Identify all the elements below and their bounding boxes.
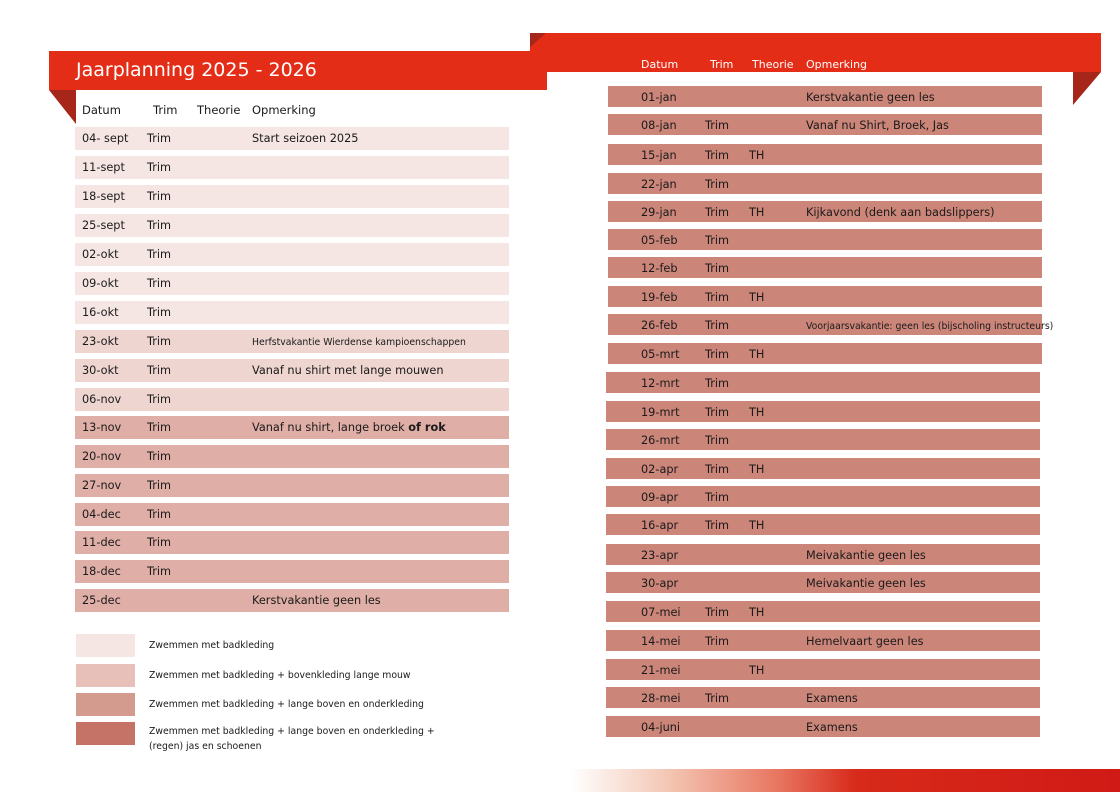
right-header-opmerking: Opmerking — [806, 58, 868, 71]
table-row — [75, 445, 509, 468]
table-row — [606, 630, 1040, 651]
row-trim: Trim — [705, 377, 730, 390]
right-header-theorie: Theorie — [752, 58, 794, 71]
row-opmerking: Voorjaarsvakantie: geen les (bijscholing instructeurs) — [806, 321, 1054, 332]
table-row — [606, 458, 1040, 479]
left-banner-fold — [49, 90, 76, 124]
row-trim: Trim — [705, 262, 730, 275]
table-row — [608, 257, 1042, 278]
legend-label: Zwemmen met badkleding + lange boven en onderkleding + (regen) jas en schoenen — [149, 726, 435, 752]
row-theorie: TH — [749, 348, 765, 361]
row-opmerking: Vanaf nu shirt, lange broek — [252, 421, 409, 434]
table-row — [606, 372, 1040, 393]
row-datum: 16-apr — [641, 519, 679, 532]
row-datum: 09-okt — [82, 277, 119, 290]
row-trim: Trim — [705, 348, 730, 361]
row-opmerking: Kijkavond (denk aan badslippers) — [806, 206, 995, 219]
table-row — [75, 560, 509, 583]
row-datum: 27-nov — [82, 479, 122, 492]
row-trim: Trim — [147, 219, 172, 232]
bottom-decorative-bar — [570, 769, 1120, 792]
row-theorie: TH — [749, 149, 765, 162]
table-row — [75, 156, 509, 179]
row-datum: 12-mrt — [641, 377, 680, 390]
table-row — [606, 514, 1040, 535]
row-datum: 04-juni — [641, 721, 681, 734]
left-header-trim: Trim — [153, 103, 178, 117]
row-datum: 05-mrt — [641, 348, 680, 361]
row-datum: 04- sept — [82, 132, 129, 145]
row-datum: 26-mrt — [641, 434, 680, 447]
row-trim: Trim — [147, 536, 172, 549]
row-datum: 08-jan — [641, 119, 677, 132]
row-datum: 23-apr — [641, 549, 679, 562]
row-opmerking: Vanaf nu shirt met lange mouwen — [252, 364, 444, 377]
row-theorie: TH — [749, 463, 765, 476]
table-row — [75, 589, 509, 612]
row-datum: 20-nov — [82, 450, 122, 463]
row-trim: Trim — [147, 508, 172, 521]
right-header-trim: Trim — [710, 58, 734, 71]
row-datum: 19-feb — [641, 291, 678, 304]
row-datum: 13-nov — [82, 421, 122, 434]
legend-swatch — [76, 664, 135, 687]
row-datum: 30-okt — [82, 364, 119, 377]
row-datum: 02-apr — [641, 463, 679, 476]
row-theorie: TH — [749, 406, 765, 419]
row-opmerking-wrap — [252, 421, 446, 434]
table-row — [606, 544, 1040, 565]
row-datum: 28-mei — [641, 692, 681, 705]
row-datum: 11-dec — [82, 536, 121, 549]
row-trim: Trim — [147, 248, 172, 261]
legend-label: Zwemmen met badkleding + lange boven en onderkleding — [149, 699, 424, 710]
table-row — [75, 214, 509, 237]
table-row — [75, 243, 509, 266]
row-trim: Trim — [705, 178, 730, 191]
table-row — [75, 474, 509, 497]
legend-swatch — [76, 722, 135, 745]
table-row — [75, 127, 509, 150]
row-datum: 15-jan — [641, 149, 677, 162]
row-datum: 25-sept — [82, 219, 125, 232]
row-opmerking: Meivakantie geen les — [806, 577, 926, 590]
table-row — [75, 185, 509, 208]
row-opmerking: Kerstvakantie geen les — [806, 91, 935, 104]
row-trim: Trim — [705, 206, 730, 219]
row-datum: 23-okt — [82, 335, 119, 348]
table-row — [608, 86, 1042, 107]
row-trim: Trim — [147, 277, 172, 290]
legend-swatch — [76, 693, 135, 716]
row-theorie: TH — [749, 206, 765, 219]
left-header-opmerking: Opmerking — [252, 103, 316, 117]
row-theorie: TH — [749, 606, 765, 619]
row-trim: Trim — [147, 450, 172, 463]
row-opmerking: Kerstvakantie geen les — [252, 594, 381, 607]
row-trim: Trim — [705, 635, 730, 648]
table-row — [606, 601, 1040, 622]
row-trim: Trim — [705, 491, 730, 504]
table-row — [606, 401, 1040, 422]
table-row — [606, 716, 1040, 737]
row-datum: 29-jan — [641, 206, 677, 219]
row-theorie: TH — [749, 291, 765, 304]
row-theorie: TH — [749, 664, 765, 677]
row-datum: 18-dec — [82, 565, 121, 578]
table-row — [608, 114, 1042, 135]
row-trim: Trim — [147, 306, 172, 319]
table-row — [606, 429, 1040, 450]
row-datum: 16-okt — [82, 306, 119, 319]
left-header-datum: Datum — [82, 103, 121, 117]
row-trim: Trim — [147, 132, 172, 145]
row-opmerking: Examens — [806, 692, 858, 705]
row-datum: 19-mrt — [641, 406, 680, 419]
row-datum: 06-nov — [82, 393, 122, 406]
table-row — [75, 272, 509, 295]
row-trim: Trim — [705, 519, 730, 532]
table-row — [75, 531, 509, 554]
row-trim: Trim — [147, 161, 172, 174]
page-title: Jaarplanning 2025 - 2026 — [76, 59, 317, 81]
row-opmerking-emphasis: of rok — [408, 421, 446, 434]
left-header-theorie: Theorie — [197, 103, 241, 117]
row-trim: Trim — [705, 319, 730, 332]
row-trim: Trim — [705, 463, 730, 476]
row-datum: 22-jan — [641, 178, 677, 191]
row-datum: 04-dec — [82, 508, 121, 521]
row-datum: 05-feb — [641, 234, 678, 247]
table-row — [75, 503, 509, 526]
row-datum: 26-feb — [641, 319, 678, 332]
row-trim: Trim — [147, 335, 172, 348]
table-row — [75, 301, 509, 324]
table-row — [608, 229, 1042, 250]
row-trim: Trim — [705, 606, 730, 619]
row-trim: Trim — [705, 119, 730, 132]
table-row — [606, 572, 1040, 593]
row-opmerking: Start seizoen 2025 — [252, 132, 359, 145]
row-opmerking: Examens — [806, 721, 858, 734]
row-trim: Trim — [147, 565, 172, 578]
row-opmerking: Vanaf nu Shirt, Broek, Jas — [806, 119, 949, 132]
row-trim: Trim — [705, 291, 730, 304]
row-theorie: TH — [749, 519, 765, 532]
row-trim: Trim — [705, 434, 730, 447]
right-header-datum: Datum — [641, 58, 679, 71]
table-row — [606, 486, 1040, 507]
table-row — [608, 201, 1042, 222]
row-datum: 30-apr — [641, 577, 679, 590]
row-datum: 01-jan — [641, 91, 677, 104]
row-trim: Trim — [147, 190, 172, 203]
row-opmerking: Meivakantie geen les — [806, 549, 926, 562]
legend-label: Zwemmen met badkleding + bovenkleding lange mouw — [149, 670, 411, 681]
row-trim: Trim — [147, 421, 172, 434]
table-row — [75, 416, 509, 439]
row-trim: Trim — [147, 364, 172, 377]
table-row — [608, 314, 1054, 335]
table-row — [608, 286, 1042, 307]
row-datum: 11-sept — [82, 161, 125, 174]
row-trim: Trim — [147, 479, 172, 492]
row-datum: 14-mei — [641, 635, 681, 648]
row-opmerking: Herfstvakantie Wierdense kampioenschappen — [252, 337, 466, 348]
row-datum: 02-okt — [82, 248, 119, 261]
row-datum: 18-sept — [82, 190, 125, 203]
row-opmerking: Hemelvaart geen les — [806, 635, 924, 648]
table-row — [608, 173, 1042, 194]
table-row — [608, 343, 1042, 364]
legend-swatch — [76, 634, 135, 657]
row-datum: 25-dec — [82, 594, 121, 607]
legend-label: Zwemmen met badkleding — [149, 640, 275, 651]
row-trim: Trim — [705, 406, 730, 419]
right-banner-fold-left — [530, 33, 546, 47]
right-banner-fold-right — [1073, 72, 1101, 105]
row-trim: Trim — [705, 234, 730, 247]
table-row — [606, 659, 1040, 680]
row-datum: 07-mei — [641, 606, 681, 619]
table-row — [75, 388, 509, 411]
table-row — [75, 359, 509, 382]
row-trim: Trim — [705, 692, 730, 705]
table-row — [608, 144, 1042, 165]
table-row — [75, 330, 509, 353]
row-datum: 09-apr — [641, 491, 679, 504]
table-row — [606, 687, 1040, 708]
row-trim: Trim — [705, 149, 730, 162]
row-datum: 21-mei — [641, 664, 681, 677]
row-trim: Trim — [147, 393, 172, 406]
row-datum: 12-feb — [641, 262, 678, 275]
